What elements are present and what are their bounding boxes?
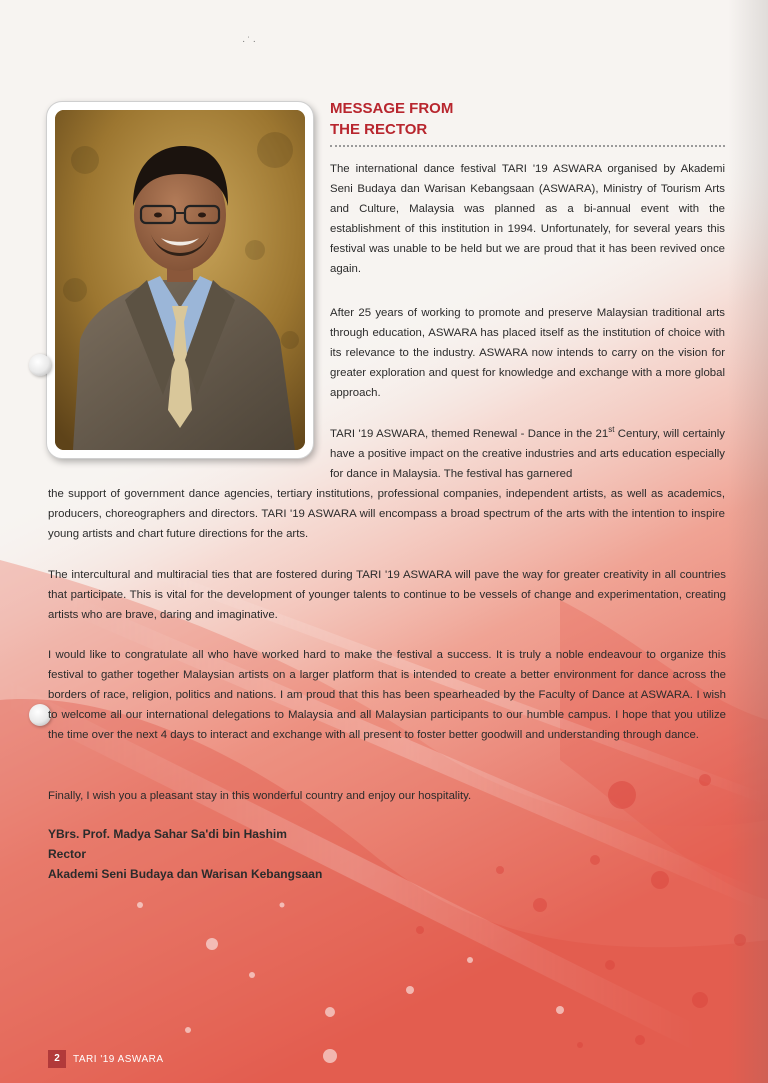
- paper-speck: ·˙·: [242, 36, 258, 47]
- page-number: 2: [48, 1050, 66, 1068]
- ordinal-suffix: st: [608, 425, 615, 435]
- decorative-bead-upper: [29, 354, 51, 376]
- title-line-1: MESSAGE FROM: [330, 100, 454, 117]
- signatory-institution: Akademi Seni Budaya dan Warisan Kebangsaan: [48, 867, 323, 881]
- renewal-text-wrap: the support of government dance agencies, tertiary institutions, professional companies, independent artists, as well as academics, producers, choreographers and directors. TARI '19 ASWARA will encompass a broad spectrum of the arts with the intention to inspire young artists and chart future directions for the arts.: [48, 487, 725, 540]
- page-title: [330, 98, 730, 140]
- paragraph-congratulations: I would like to congratulate all who have worked hard to make the festival a success. It is truly a noble endeavour to organize this festival to gather together Malaysian artists on a larger platform that is intended to create a better environment for dance across the borders of race, religion, politics and nations. I am proud that this has been spearheaded by the Faculty of Dance at ASWARA. I wish to welcome all our international delegations to Malaysia and all Malaysian participants to our humble campus. I hope that you utilize the time over the next 4 days to interact and exchange with all present to foster better goodwill and understanding through dance.: [48, 649, 726, 741]
- signatory-title: Rector: [48, 847, 87, 861]
- page-footer: [48, 1050, 164, 1068]
- renewal-text-start: TARI '19 ASWARA, themed Renewal - Dance in the 21: [330, 428, 609, 440]
- signatory-name: YBrs. Prof. Madya Sahar Sa'di bin Hashim: [48, 827, 287, 841]
- paragraph-festival-intro: The international dance festival TARI '19 ASWARA organised by Akademi Seni Budaya dan Warisan Kebangsaan (ASWARA), Ministry of Tourism Arts and Culture, Malaysia was planned as a bi-annual event with the establishment of this institution in 1994. Unfortunately, for several years this festival was unable to be held but we are proud that it has been revived once again.: [330, 163, 725, 275]
- footer-publication-title: TARI '19 ASWARA: [73, 1053, 164, 1065]
- paragraph-renewal-theme: [48, 425, 725, 544]
- paragraph-intercultural-ties: The intercultural and multiracial ties that are fostered during TARI '19 ASWARA will pave the way for greater creativity in all countries that participate. This is vital for the development of younger talents to continue to be vessels of change and experimentation, creating artists who are brave, daring and imaginative.: [48, 569, 726, 621]
- signature-block: [48, 824, 548, 884]
- renewal-text-middle: Century, will certainly have a positive impact on the creative industries and arts education especially for dance in Malaysia. The festival has garnered: [330, 428, 725, 480]
- rector-photo-frame: [46, 101, 314, 459]
- dotted-divider: [330, 145, 725, 147]
- paragraph-closing: Finally, I wish you a pleasant stay in this wonderful country and enjoy our hospitality.: [48, 790, 472, 802]
- paragraph-aswara-mission: After 25 years of working to promote and preserve Malaysian traditional arts through education, ASWARA has placed itself as the institution of choice with its relevance to the industry. ASWARA now intends to carry on the vision for greater exploration and quest for knowledge and exchange with a more global approach.: [330, 307, 725, 399]
- page-fold-shadow: [728, 0, 768, 1083]
- title-line-2: THE RECTOR: [330, 121, 428, 138]
- rector-portrait-photo: [55, 110, 305, 450]
